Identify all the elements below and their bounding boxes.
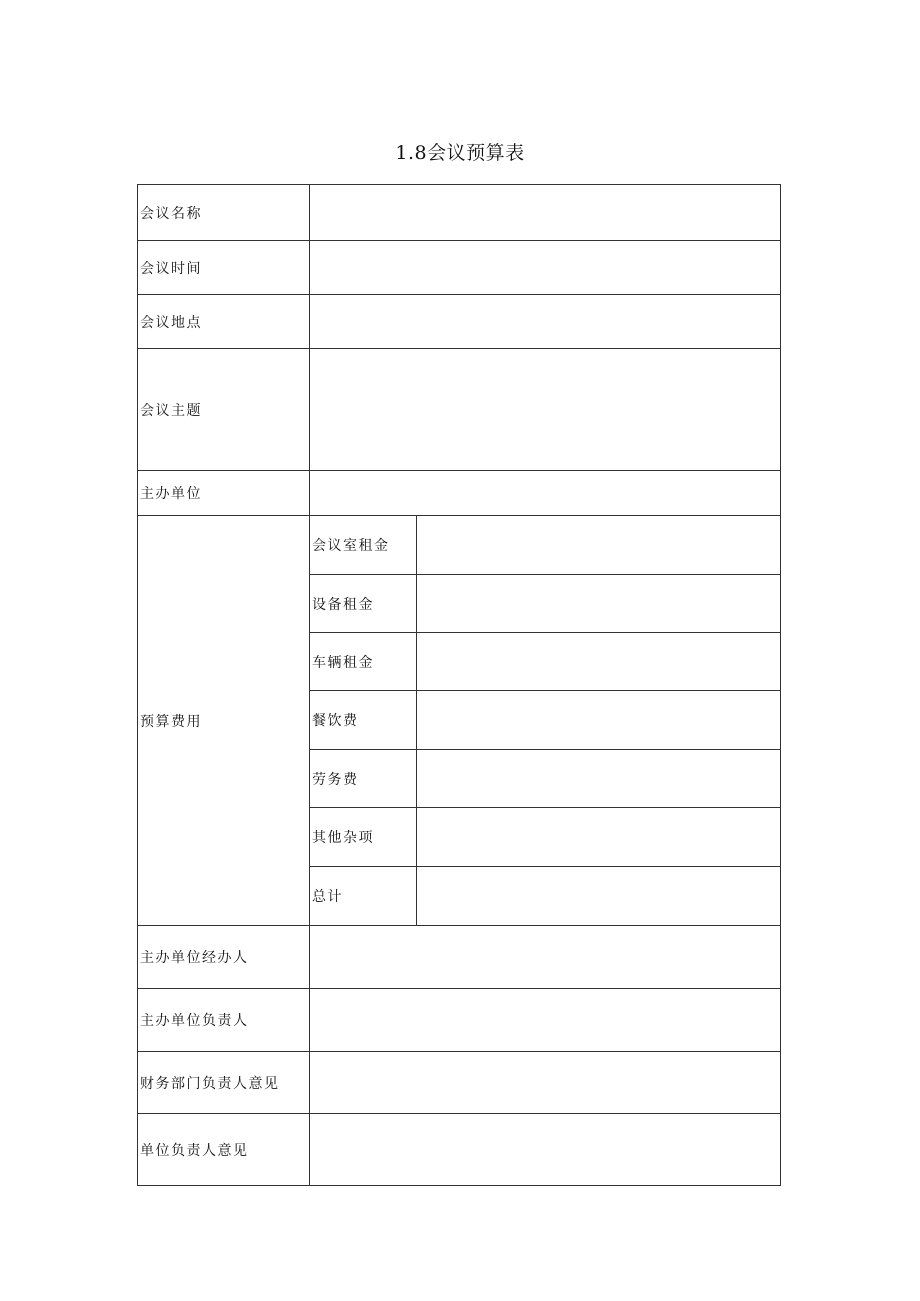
unit-head-opinion-field[interactable] [310, 1114, 781, 1186]
meeting-theme-field[interactable] [310, 349, 781, 471]
host-head-label: 主办单位负责人 [138, 989, 310, 1052]
meeting-time-label: 会议时间 [138, 241, 310, 295]
table-row [138, 1114, 781, 1186]
meeting-time-field[interactable] [310, 241, 781, 295]
labor-fee-field[interactable] [417, 750, 781, 808]
table-row [138, 471, 781, 516]
host-head-field[interactable] [310, 989, 781, 1052]
meeting-place-field[interactable] [310, 295, 781, 349]
budget-item-label: 设备租金 [310, 575, 417, 633]
finance-opinion-label: 财务部门负责人意见 [138, 1052, 310, 1114]
table-row [138, 516, 781, 575]
table-row [138, 1052, 781, 1114]
meeting-name-field[interactable] [310, 185, 781, 241]
table-row [138, 989, 781, 1052]
unit-head-opinion-label: 单位负责人意见 [138, 1114, 310, 1186]
total-field[interactable] [417, 867, 781, 926]
budget-item-label: 其他杂项 [310, 808, 417, 867]
document-title: 1.8会议预算表 [395, 142, 525, 164]
meeting-budget-table [137, 184, 781, 1186]
catering-fee-field[interactable] [417, 691, 781, 750]
table-row [138, 185, 781, 241]
budget-item-label: 车辆租金 [310, 633, 417, 691]
budget-item-label: 会议室租金 [310, 516, 417, 575]
equipment-rent-field[interactable] [417, 575, 781, 633]
finance-opinion-field[interactable] [310, 1052, 781, 1114]
table-row [138, 241, 781, 295]
host-handler-label: 主办单位经办人 [138, 926, 310, 989]
budget-item-label: 总计 [310, 867, 417, 926]
budget-item-label: 劳务费 [310, 750, 417, 808]
venue-rent-field[interactable] [417, 516, 781, 575]
meeting-name-label: 会议名称 [138, 185, 310, 241]
host-handler-field[interactable] [310, 926, 781, 989]
table-row [138, 295, 781, 349]
budget-cost-label: 预算费用 [138, 516, 310, 926]
meeting-theme-label: 会议主题 [138, 349, 310, 471]
budget-item-label: 餐饮费 [310, 691, 417, 750]
host-unit-label: 主办单位 [138, 471, 310, 516]
table-row [138, 349, 781, 471]
host-unit-field[interactable] [310, 471, 781, 516]
misc-items-field[interactable] [417, 808, 781, 867]
meeting-place-label: 会议地点 [138, 295, 310, 349]
table-row [138, 926, 781, 989]
vehicle-rent-field[interactable] [417, 633, 781, 691]
